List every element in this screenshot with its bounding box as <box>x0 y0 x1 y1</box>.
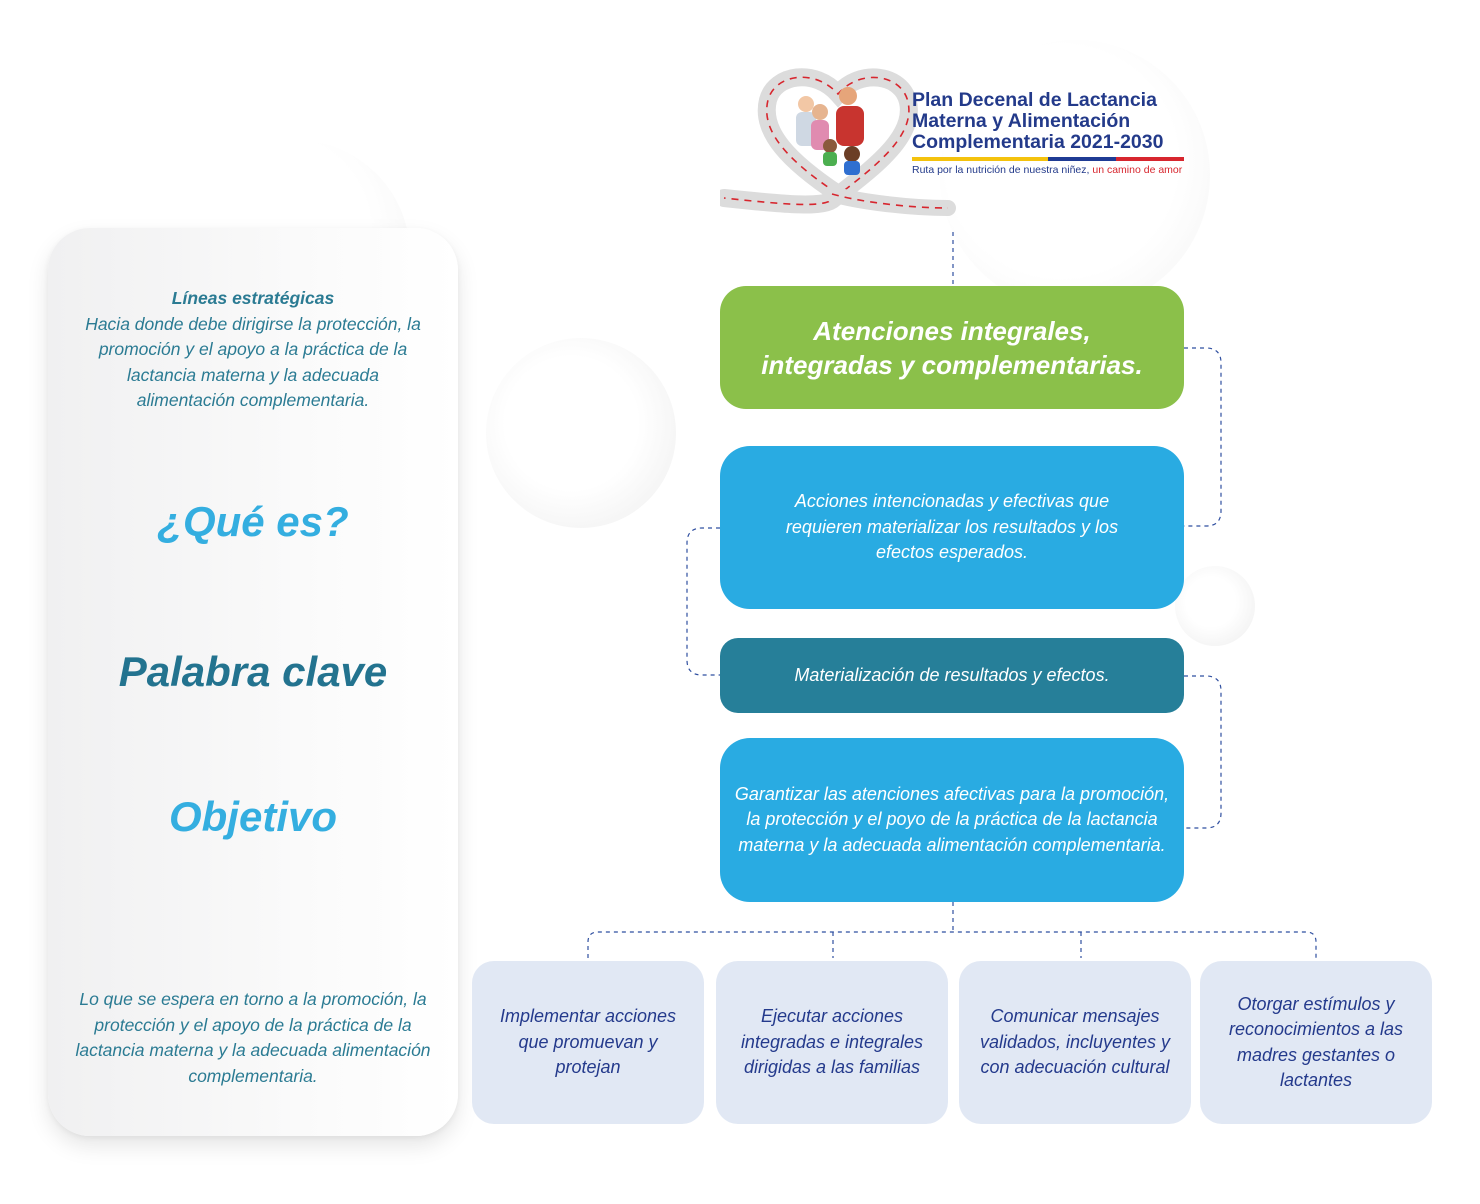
expected-result-card: Comunicar mensajes validados, incluyentes y con adecuación cultural <box>959 961 1191 1124</box>
logo-title-line: Plan Decenal de Lactancia <box>912 89 1157 111</box>
expected-result-card: Implementar acciones que promuevan y protejan <box>472 961 704 1124</box>
logo-title-line: Complementaria 2021-2030 <box>912 131 1164 153</box>
palabra-clave-box: Materialización de resultados y efectos. <box>720 638 1184 713</box>
expected-result-card: Otorgar estímulos y reconocimientos a las madres gestantes o lactantes <box>1200 961 1432 1124</box>
objetivo-box: Garantizar las atenciones afectivas para la promoción, la protección y el poyo de la práctica de la lactancia materna y la adecuada alimentación complementaria. <box>720 738 1184 902</box>
lineas-title: Líneas estratégicas <box>171 288 335 308</box>
objetivo-label: Objetivo <box>168 793 338 840</box>
que-es-label: ¿Qué es? <box>157 498 349 545</box>
logo-tagline-text: Ruta por la nutrición de nuestra niñez, <box>912 164 1090 176</box>
que-es-box: Acciones intencionadas y efectivas que requieren materializar los resultados y los efectos esperados. <box>720 446 1184 609</box>
lineas-text: Hacia donde debe dirigirse la protección, la promoción y el apoyo a la práctica de la lactancia materna y la adecuada alimentación complementaria. <box>85 313 421 410</box>
logo-title-line: Materna y Alimentación <box>912 110 1131 132</box>
espera-text-body: Lo que se espera en torno a la promoción, la protección y el apoyo de la práctica de la lactancia materna y la adecuada alimentación complementaria. <box>75 989 431 1086</box>
title-box: Atenciones integrales, integradas y complementarias. <box>720 286 1184 409</box>
logo-tagline-highlight: un camino de amor <box>1092 164 1183 176</box>
expected-result-card: Ejecutar acciones integradas e integrales dirigidas a las familias <box>716 961 948 1124</box>
palabra-clave-label: Palabra clave <box>118 648 388 695</box>
